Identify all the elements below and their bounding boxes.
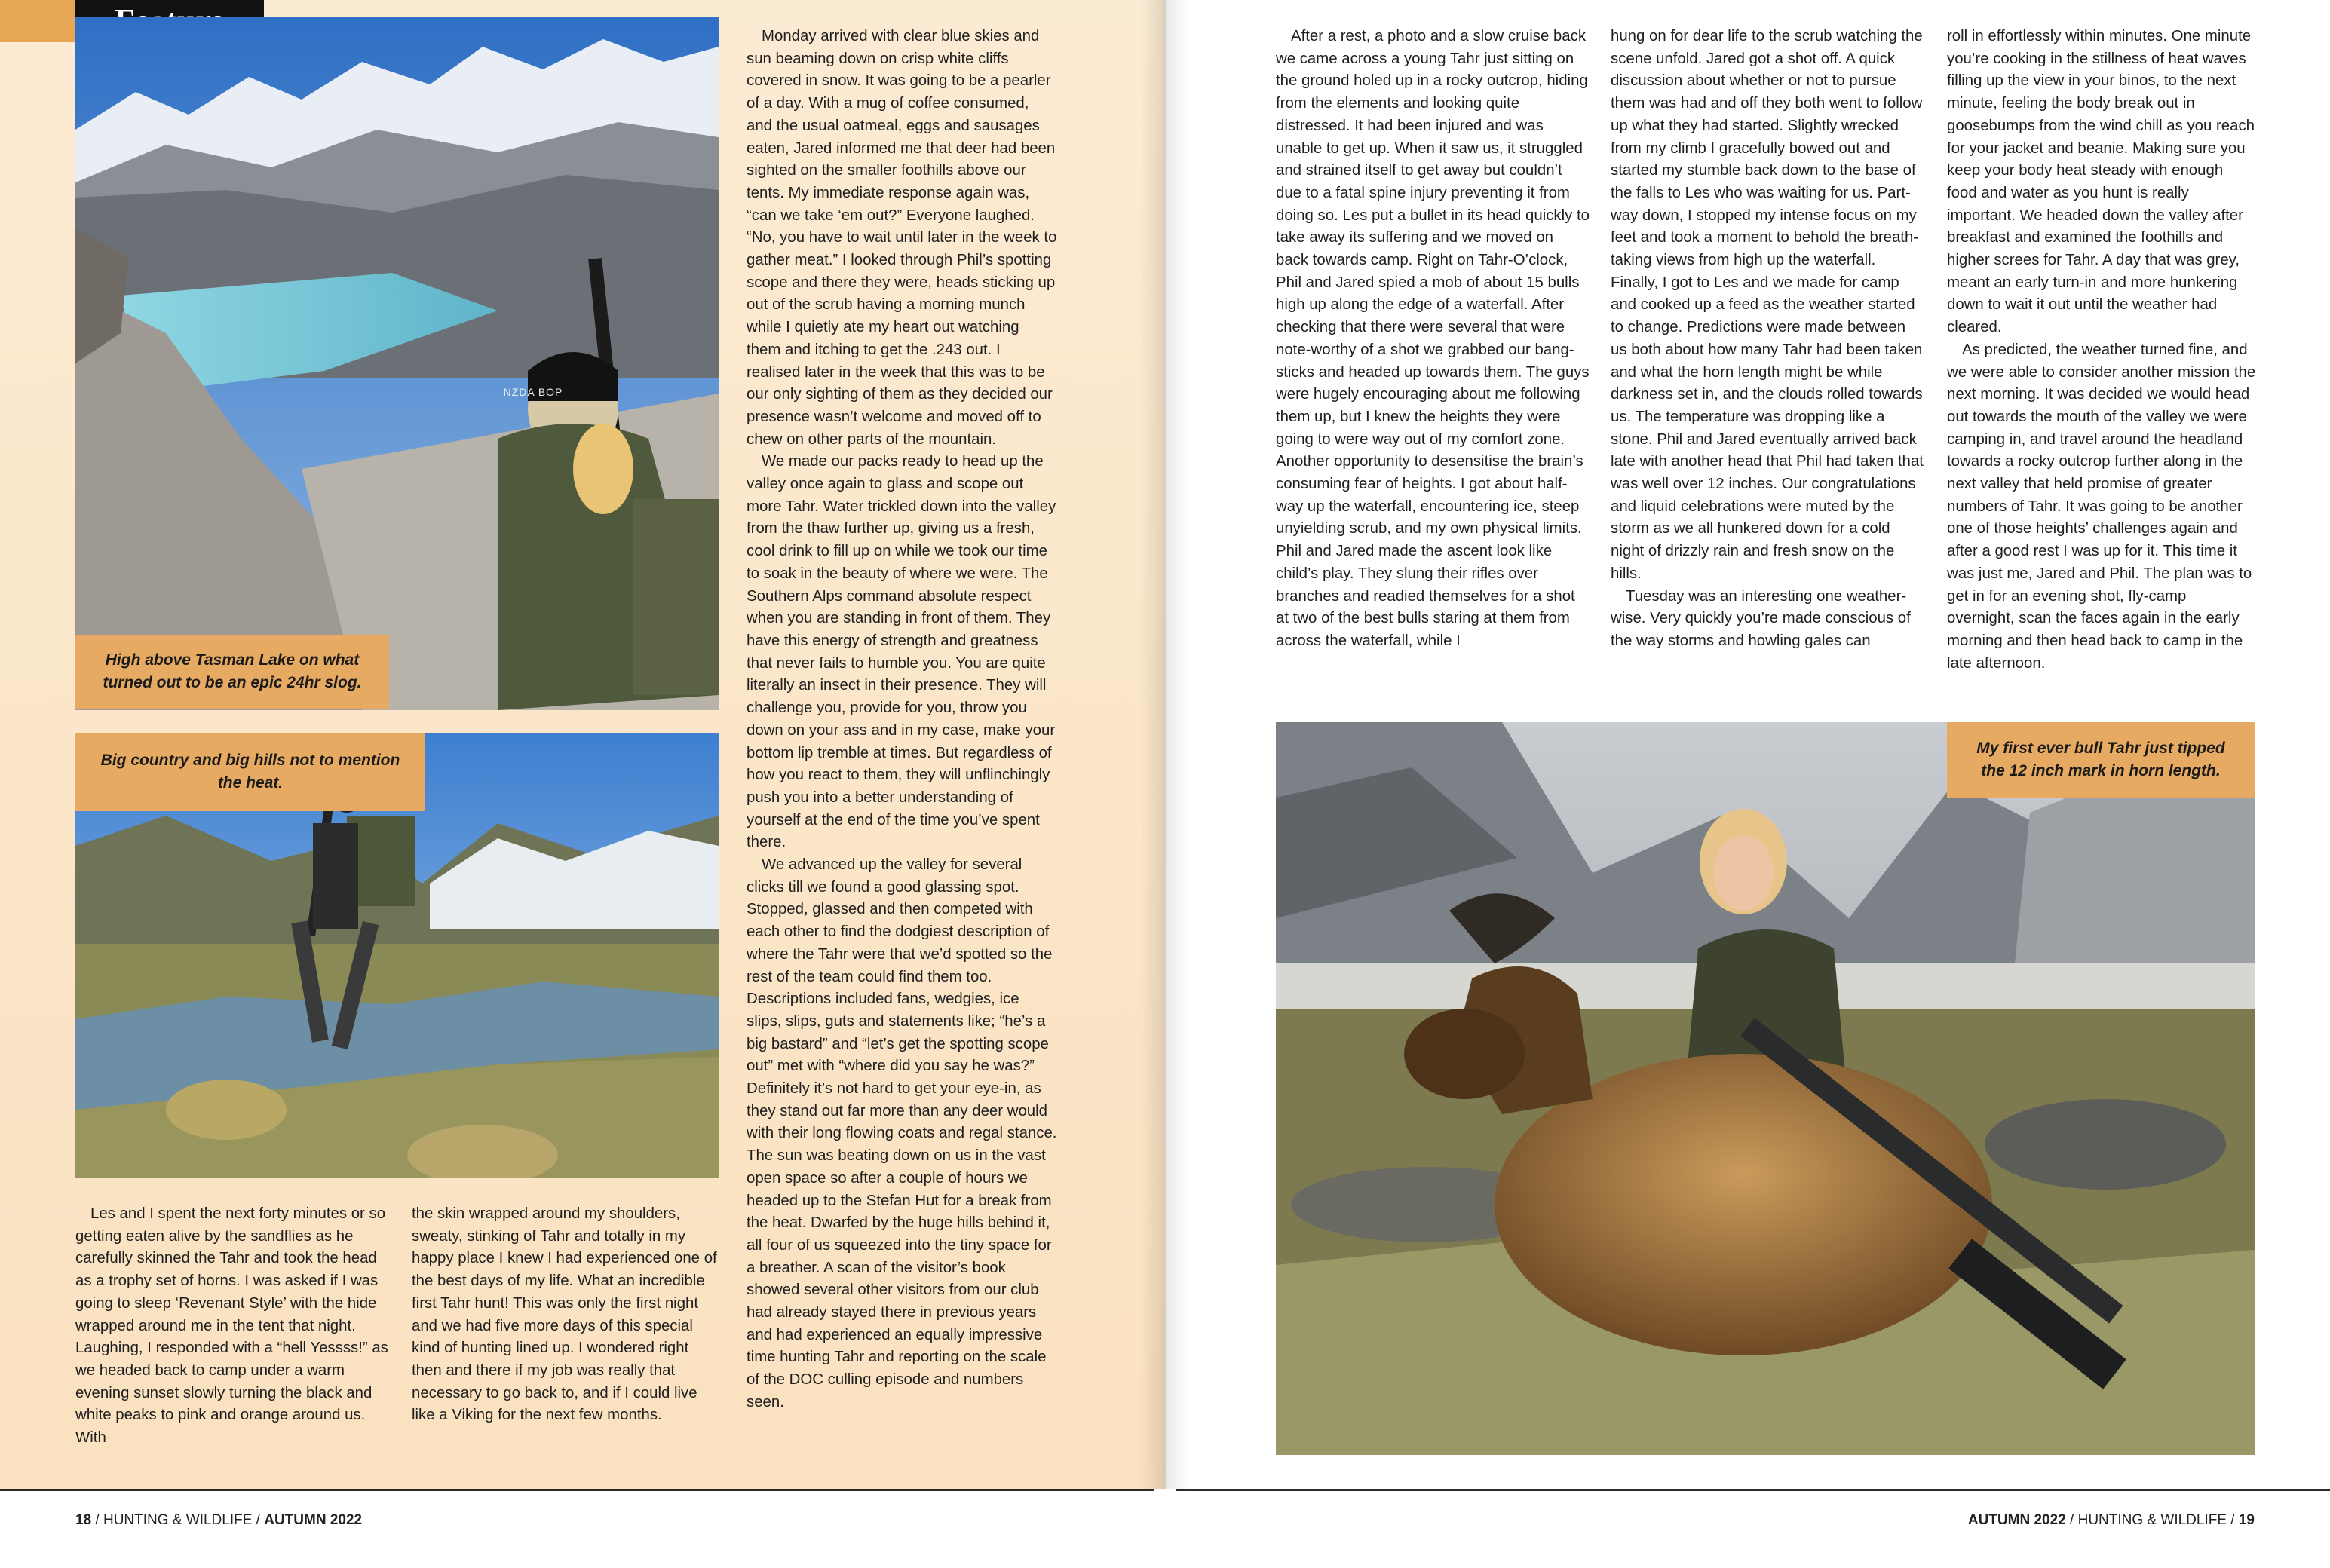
footer-separator: / <box>252 1512 265 1528</box>
caption-tasman-lake: High above Tasman Lake on what turned out to be an epic 24hr slog. <box>75 635 389 709</box>
cap-badge-text: NZDA BOP <box>503 386 563 398</box>
footer-rule-left <box>0 1489 1154 1491</box>
page-number: 19 <box>2238 1512 2255 1528</box>
right-column-2 <box>1611 26 1924 653</box>
magazine-name: HUNTING & WILDLIFE <box>103 1512 253 1528</box>
feature-accent-bar <box>0 0 75 42</box>
paragraph: Les and I spent the next forty minutes or so getting eaten alive by the sandflies as he carefully skinned the Tahr and took the head as a trophy set of horns. I was asked if I was going to sleep ‘Revenant Style’ with the hide wrapped around me in the tent that night. Laughing, I responded with a “hell Yessss!” as we headed back to camp under a warm evening sunset slowly turning the black and white peaks to pink and orange around us. With <box>75 1205 388 1447</box>
page-number: 18 <box>75 1512 92 1528</box>
footer-rule-right <box>1176 1489 2330 1491</box>
right-column-1 <box>1276 26 1590 653</box>
footer-left <box>75 1512 362 1529</box>
paragraph: roll in effortlessly within minutes. One minute you’re cooking in the stillness of heat waves filling up the view in your binos, to the next minute, feeling the body break out in goosebumps from the wind chill as you reach for your jacket and beanie. Making sure you keep your body heat steady with enough food and water as you hunt is really important. We headed down the valley after breakfast and examined the foothills and higher screes for Tahr. A day that was grey, meant an early turn-in and more hunkering down to wait it out until the weather had cleared. <box>1947 28 2255 336</box>
left-column-2 <box>412 1203 721 1427</box>
paragraph: After a rest, a photo and a slow cruise back we came across a young Tahr just sitting on the ground holed up in a rocky outcrop, hiding from the elements and looking quite distressed. It had been injured and was unable to get up. When it saw us, it struggled and strained itself to get away but couldn’t due to a fatal spine injury preventing it from doing so. Les put a bullet in its head quickly to take away its suffering and we moved on back towards camp. Right on Tahr-O’clock, Phil and Jared spied a mob of about 15 bulls high up along the edge of a waterfall. After checking that there were several that were note-worthy of a shot we grabbed our bang-sticks and headed up towards them. The guys were hugely encouraging about me following them up, but I knew the heights they were going to were way out of my comfort zone. Another opportunity to desensitise the brain’s consuming fear of heights. I got about half-way up the waterfall, encountering ice, steep unyielding scrub, and my own physical limits. Phil and Jared made the ascent look like child’s play. They slung their rifles over branches and readied themselves for a shot at two of the best bulls staring at them from across the waterfall, while I <box>1276 28 1590 649</box>
right-column-3 <box>1947 26 2256 675</box>
paragraph: We made our packs ready to head up the valley once again to glass and scope out more Tahr. Water trickled down into the valley from the thaw further up, giving us a fresh, cool drink to fill up on while we took our time to soak in the beauty of where we were. The Southern Alps command absolute respect when you are standing in front of them. They have this energy of strength and greatness that never fails to humble you. You are quite literally an insect in their presence. They will challenge you, provide for you, throw you down on your ass and in my case, make your bottom lip tremble at times. But regardless of how you react to them, they will unflinchingly push you into a better understanding of yourself at the end of the time you’ve spent there. <box>747 453 1056 851</box>
paragraph: Monday arrived with clear blue skies and sun beaming down on crisp white cliffs covered in snow. It was going to be a pearler of a day. With a mug of coffee consumed, and the usual oatmeal, eggs and sausages eaten, Jared informed me that deer had been sighted on the smaller foothills above our tents. My immediate response again was, “can we take ‘em out?” Everyone laughed. “No, you have to wait until later in the week to gather meat.” I looked through Phil’s spotting scope and there they were, heads sticking up out of the scrub having a morning munch while I quietly ate my heart out watching them and itching to get the .243 out. I realised later in the week that this was to be our only sighting of them as they decided our presence wasn’t welcome and moved off to chew on other parts of the mountain. <box>747 28 1057 448</box>
paragraph: hung on for dear life to the scrub watching the scene unfold. Jared got a shot off. A quick discussion about whether or not to pursue them was had and off they both went to follow up what they had started. Slightly wrecked from my climb I gracefully bowed out and started my stumble back down to the base of the falls to Les who was waiting for us. Part-way down, I stopped my intense focus on my feet and took a moment to behold the breath-taking views from high up the waterfall. Finally, I got to Les and we made for camp and cooked up a feed as the weather started to change. Predictions were made between us both about how many Tahr had been taken and what the horn length might be while darkness set in, and the clouds rolled towards us. The temperature was dropping like a stone. Phil and Jared eventually arrived back late with another head that Phil had taken that was well over 12 inches. Our congratulations and liquid celebrations were muted by the storm as we all hunkered down for a cold night of drizzly rain and fresh snow on the hills. <box>1611 28 1924 582</box>
left-column-1 <box>75 1203 392 1450</box>
paragraph: As predicted, the weather turned fine, and we were able to consider another mission the next morning. It was decided we would head out towards the mouth of the valley we were camping in, and travel around the headland towards a rocky outcrop further along in the next valley that held promise of greater numbers of Tahr. It was going to be another one of those heights’ challenges again and after a good rest I was up for it. This time it was just me, Jared and Phil. The plan was to get in for an evening shot, fly-camp overnight, scan the faces again in the early morning and then head back to camp in the late afternoon. <box>1947 341 2256 672</box>
magazine-name: HUNTING & WILDLIFE <box>2077 1512 2227 1528</box>
page-gutter <box>1140 0 1190 1568</box>
photo-bull-tahr <box>1276 722 2255 1455</box>
paragraph: the skin wrapped around my shoulders, sweaty, stinking of Tahr and totally in my happy place I knew I had experienced one of the best days of my life. What an incredible first Tahr hunt! This was only the first night and we had five more days of this special kind of hunting lined up. I wondered right then and there if my job was really that necessary to go back to, and if I could live like a Viking for the next few months. <box>412 1205 717 1424</box>
photo-tasman-lake <box>75 17 719 710</box>
paragraph: Tuesday was an interesting one weather-wise. Very quickly you’re made conscious of the way storms and howling gales can <box>1611 587 1911 649</box>
footer-separator: / <box>2227 1512 2239 1528</box>
issue-name: AUTUMN 2022 <box>1967 1512 2066 1528</box>
footer-right <box>1968 1512 2255 1529</box>
issue-name: AUTUMN 2022 <box>264 1512 363 1528</box>
paragraph: We advanced up the valley for several clicks till we found a good glassing spot. Stopped, glassed and then competed with each other to find the dodgiest description of where the Tahr were that we’d spotted so the rest of the team could find them too. Descriptions included fans, wedgies, ice slips, slips, guts and statements like; “he’s a big bastard” and “let’s get the spotting scope out” met with “where did you say he was?” Definitely it’s not hard to get your eye-in, as they stand out far more than any deer would with their long flowing coats and regal stance. The sun was beating down on us in the vast open space so after a couple of hours we headed up to the Stefan Hut for a break from the heat. Dwarfed by the huge hills behind it, all four of us squeezed into the tiny space for a breather. A scan of the visitor’s book showed several other visitors from our club had already stayed there in previous years and had experienced an equally impressive time hunting Tahr and reporting on the scale of the DOC culling episode and numbers seen. <box>747 856 1057 1410</box>
footer-separator: / <box>91 1512 103 1528</box>
footer-separator: / <box>2065 1512 2078 1528</box>
caption-bull-tahr: My first ever bull Tahr just tipped the 12 inch mark in horn length. <box>1947 722 2255 798</box>
caption-big-country: Big country and big hills not to mention the heat. <box>75 733 425 811</box>
left-column-3 <box>747 26 1057 1414</box>
